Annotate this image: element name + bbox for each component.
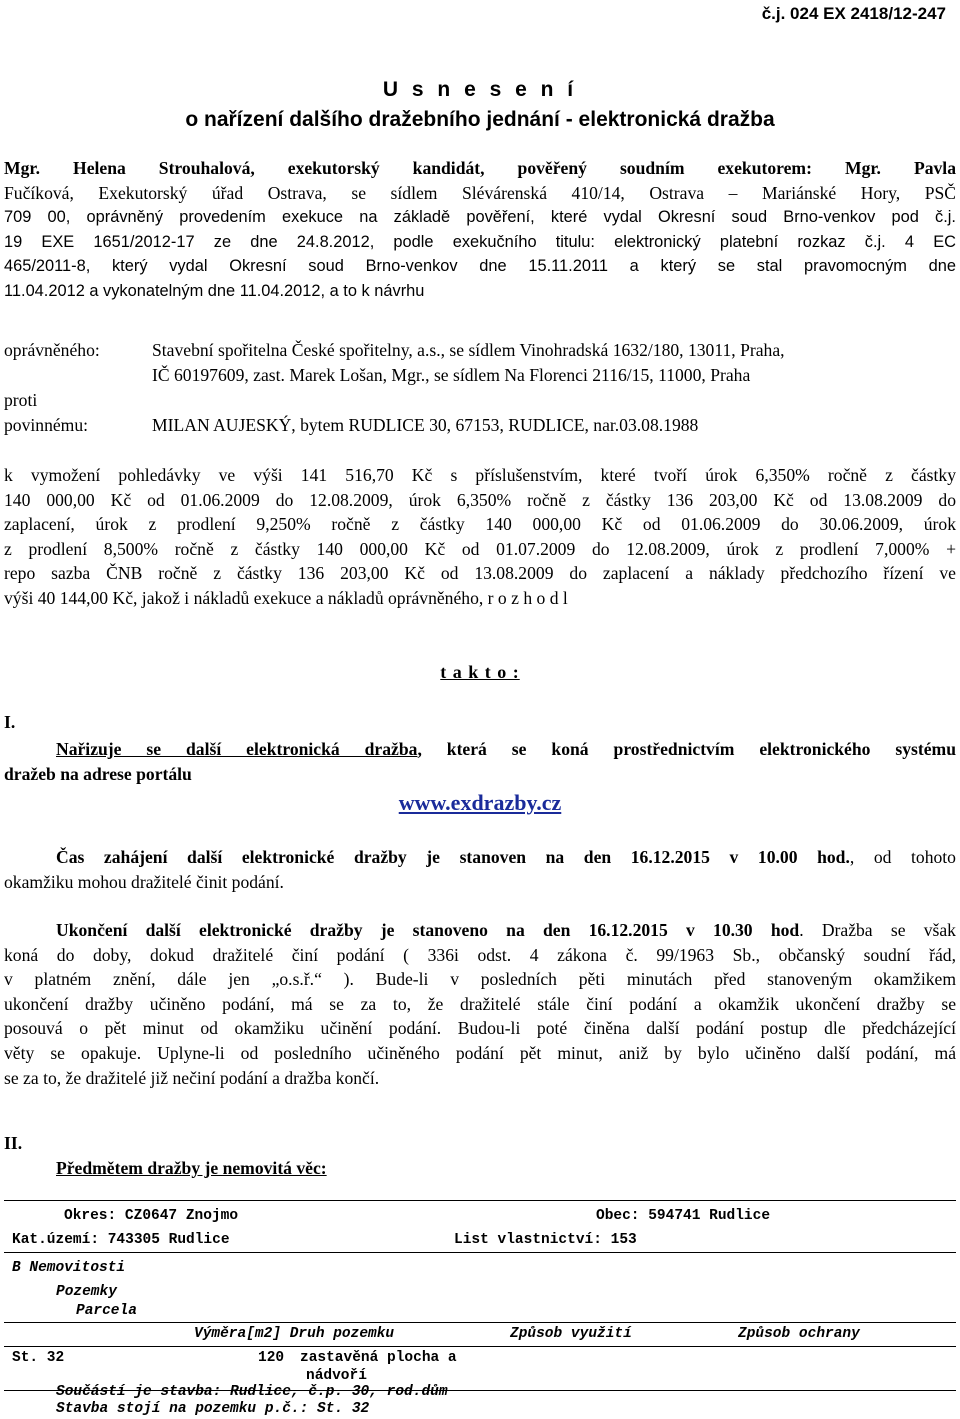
section-1-order	[4, 737, 956, 786]
cadastre-kat-uzemi: Kat.území: 743305 Rudlice	[12, 1232, 230, 1248]
claim-line: z prodlení 8,500% ročně z částky 140 000,00 Kč od 01.07.2009 do 12.08.2009, úrok z prodlení 7,000% +	[4, 538, 956, 559]
document-subtitle: o nařízení dalšího dražebního jednání - elektronická dražba	[185, 108, 775, 131]
subject-heading: Předmětem dražby je nemovitá věc:	[56, 1158, 327, 1178]
start-bold: Čas zahájení další elektronické dražby je stanoven na den 16.12.2015 v 10.00 hod.	[56, 847, 850, 867]
portal-link[interactable]: www.exdrazby.cz	[398, 790, 562, 815]
claim-line: repo sazba ČNB ročně z částky 136 203,00 Kč od 13.08.2009 do zaplacení a náklady předchozího řízení ve	[4, 563, 956, 584]
against-label: proti	[4, 390, 38, 410]
end-bold: Ukončení další elektronické dražby je stanoveno na den 16.12.2015 v 10.30 hod	[56, 920, 800, 940]
start-line-2: okamžiku mohou dražitelé činit podání.	[4, 871, 284, 892]
end-line: věty se opakuje. Uplyne-li od posledního učiněného podání pět minut, aniž by bylo učiněno další podání, má	[4, 1042, 956, 1063]
intro-line: 19 EXE 1651/2012-17 ze dne 24.8.2012, podle exekučního titulu: elektronický platební rozkaz č.j. 4 EC	[4, 232, 956, 251]
order-rest: , která se koná prostřednictvím elektronického systému	[417, 739, 956, 759]
start-rest: , od tohoto	[849, 847, 956, 867]
cadastre-extract	[0, 1200, 960, 1419]
order-underlined: Nařizuje se další elektronická dražba	[56, 739, 418, 759]
end-line: se za to, že dražitelé již nečiní podání a dražba končí.	[4, 1067, 380, 1088]
end-line: posouvá o pět minut od okamžiku učinění podání. Budou-li poté činěna další podání postup dle předcházející	[4, 1018, 956, 1039]
intro-paragraph	[4, 156, 956, 304]
creditor-value	[152, 338, 952, 387]
intro-line: 11.04.2012 a vykonatelným dne 11.04.2012, a to k návrhu	[4, 281, 425, 300]
intro-line: 465/2011-8, který vydal Okresní soud Brno-venkov dne 15.11.2011 a který se stal pravomocným dne	[4, 257, 956, 276]
cadastre-vymera-header: Výměra[m2] Druh pozemku	[194, 1326, 395, 1342]
end-line: v platném znění, dále jen „o.s.ř.“ ). Bude-li v posledních pěti minutách před stanoveným okamžikem	[4, 969, 956, 990]
creditor-label: oprávněného:	[4, 340, 100, 360]
cadastre-rule	[4, 1322, 956, 1323]
cadastre-row-type: nádvoří	[306, 1368, 367, 1384]
claim-line: k vymožení pohledávky ve výši 141 516,70 Kč s příslušenstvím, které tvoří úrok 6,350% ročně z částky	[4, 465, 956, 485]
cadastre-ochrany-header: Způsob ochrany	[738, 1326, 860, 1342]
end-rest: . Dražba se však	[799, 920, 956, 940]
creditor-line: IČ 60197609, zast. Marek Lošan, Mgr., se sídlem Na Florenci 2116/15, 11000, Praha	[152, 364, 751, 385]
creditor-line: Stavební spořitelna České spořitelny, a.s., se sídlem Vinohradská 1632/180, 13011, Praha,	[152, 340, 785, 360]
cadastre-okres: Okres: CZ0647 Znojmo	[64, 1208, 239, 1224]
intro-line: Fučíková, Exekutorský úřad Ostrava, se sídlem Slévárenská 410/14, Ostrava – Mariánské Hory, PSČ	[4, 182, 956, 203]
section-1-number: I.	[4, 712, 16, 732]
cadastre-parcela-header: Parcela	[76, 1303, 137, 1319]
cadastre-zpusob-header: Způsob využití	[510, 1326, 632, 1342]
end-line: koná do doby, dokud dražitelé činí podání ( 336i odst. 4 zákona č. 99/1963 Sb., občanský soudní řád,	[4, 944, 956, 965]
cadastre-pozemky: Pozemky	[56, 1284, 117, 1300]
auction-start	[4, 845, 956, 894]
decision-heading: t a k t o :	[440, 662, 520, 682]
claim-line: 140 000,00 Kč od 01.06.2009 do 12.08.2009, úrok 6,350% ročně z částky 136 203,00 Kč od 13.08.2009 do	[4, 489, 956, 510]
cadastre-stavba: Stavba stojí na pozemku p.č.: St. 32	[56, 1401, 370, 1417]
claim-line: výši 40 144,00 Kč, jakož i nákladů exekuce a nákladů oprávněného, r o z h o d l	[4, 587, 568, 608]
cadastre-rule	[4, 1346, 956, 1347]
order-line-2: dražeb na adrese portálu	[4, 763, 192, 784]
end-line: ukončení dražby učiněno podání, má se za to, že dražitelé stále činí podání a okamžik ukončení dražby se	[4, 993, 956, 1014]
case-number: č.j. 024 EX 2418/12-247	[761, 4, 946, 23]
cadastre-row-area: 120	[258, 1350, 285, 1366]
cadastre-section-b: B Nemovitosti	[12, 1260, 126, 1276]
section-2-number: II.	[4, 1133, 23, 1153]
document-title: U s n e s e n í	[382, 78, 578, 101]
auction-end	[4, 918, 956, 1090]
claim-paragraph	[4, 463, 956, 611]
cadastre-obec: Obec: 594741 Rudlice	[596, 1208, 771, 1224]
debtor-value: MILAN AUJESKÝ, bytem RUDLICE 30, 67153, RUDLICE, nar.03.08.1988	[152, 415, 699, 435]
intro-line: Mgr. Helena Strouhalová, exekutorský kandidát, pověřený soudním exekutorem: Mgr. Pavla	[4, 158, 956, 178]
cadastre-row-type: zastavěná plocha a	[300, 1350, 457, 1366]
cadastre-row-parcel: St. 32	[12, 1350, 65, 1366]
cadastre-list: List vlastnictví: 153	[454, 1232, 637, 1248]
cadastre-top-rule	[4, 1200, 956, 1201]
debtor-label: povinnému:	[4, 415, 89, 435]
cadastre-soucast: Součástí je stavba: Rudlice, č.p. 30, rod.dům	[56, 1384, 448, 1400]
intro-line: 709 00, oprávněný provedením exekuce na základě pověření, které vydal Okresní soud Brno-venkov pod č.j.	[4, 208, 956, 227]
claim-line: zaplacení, úrok z prodlení 9,250% ročně z částky 140 000,00 Kč od 01.06.2009 do 30.06.2009, úrok	[4, 514, 956, 535]
cadastre-rule	[4, 1252, 956, 1253]
